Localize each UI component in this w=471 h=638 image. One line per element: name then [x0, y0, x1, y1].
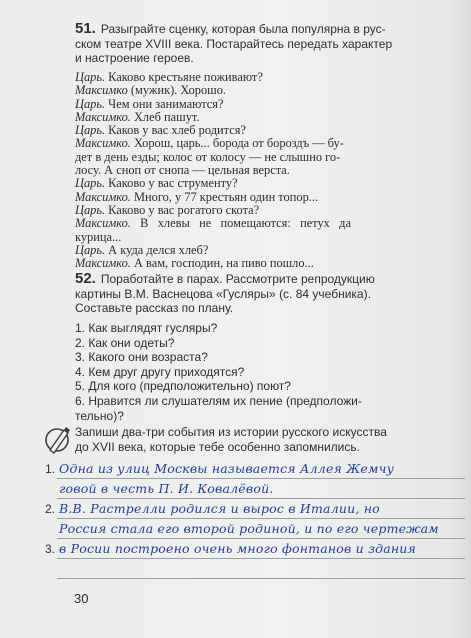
plan-item: 4. Кем друг другу приходятся? — [75, 364, 245, 379]
writing-line — [57, 518, 465, 519]
dialogue-line — [75, 204, 460, 217]
answer-row[interactable] — [45, 560, 465, 580]
exercise-51-line: Разыграйте сценку, которая была популярна в рус- — [100, 22, 386, 36]
speaker: Максимко. — [75, 109, 131, 124]
task-instructions — [75, 425, 460, 454]
speaker: Царь. — [75, 202, 106, 217]
exercise-52-line: картины В.М. Васнецова «Гусляры» (с. 84 учебника). — [75, 286, 371, 301]
dialogue-line — [75, 111, 460, 124]
dialogue-line — [75, 124, 460, 137]
exercise-52-number: 52. — [75, 270, 96, 287]
speech: Каково у вас струменту? — [105, 176, 238, 191]
speech: курица... — [75, 229, 122, 244]
handwritten-answer: говой в честь П. И. Ковалёвой. — [59, 481, 274, 496]
writing-line — [57, 478, 465, 479]
plan-list — [75, 321, 460, 423]
speech: Каково крестьяне поживают? — [105, 70, 263, 84]
exercise-51-line: ском театре XVIII века. Постарайтесь передать характер — [75, 36, 393, 51]
answer-row[interactable] — [45, 500, 465, 520]
exercise-51-number: 51. — [75, 20, 96, 37]
speech: А куда делся хлеб? — [105, 242, 209, 257]
answer-row[interactable] — [45, 480, 465, 500]
dialogue-line — [75, 231, 460, 244]
page-number: 30 — [74, 591, 89, 606]
plan-item: 1. Как выглядят гусляры? — [75, 321, 218, 335]
speech: А вам, господин, на пиво пошло... — [130, 256, 314, 271]
answer-number: 2. — [45, 502, 56, 516]
speaker: Максимко. — [75, 216, 131, 231]
speaker: Максимко. — [75, 136, 131, 151]
speaker: Царь. — [75, 242, 106, 257]
dialogue — [75, 71, 460, 270]
handwritten-answer: Одна из улиц Москвы называется Аллея Жемчу — [59, 461, 395, 476]
task-line: Запиши два-три события из истории русского искусства — [75, 425, 387, 439]
handwritten-answer: В.В. Растрелли родился и вырос в Италии, но — [59, 501, 380, 516]
exercise-51-instructions — [75, 22, 455, 66]
answer-row[interactable] — [45, 540, 465, 560]
speech: Чем они занимаются? — [105, 96, 224, 111]
writing-line — [57, 498, 465, 499]
speaker: Царь. — [75, 96, 106, 111]
plan-item: тельно)? — [75, 408, 124, 423]
dialogue-line — [75, 164, 460, 177]
answer-lines — [45, 460, 465, 580]
speech: (мужик). Хорошо. — [127, 83, 227, 98]
speaker: Царь. — [75, 70, 106, 84]
exercise-52-instructions — [75, 272, 455, 316]
speech: Хлеб пашут. — [130, 109, 200, 124]
answer-row[interactable] — [45, 460, 465, 480]
writing-line — [57, 538, 465, 539]
dialogue-line — [75, 191, 460, 204]
dialogue-line — [75, 244, 460, 257]
speaker: Максимко. — [75, 256, 131, 271]
exercise-52-line: Составьте рассказ по плану. — [75, 301, 234, 315]
speech: дет в день езды; колос от колосу — не слышно го- — [75, 149, 341, 164]
dialogue-line — [75, 151, 460, 164]
task-line: до XVII века, которые тебе особенно запомнились. — [75, 439, 360, 454]
speech: лосу. А сноп от снопа — цельная верста. — [75, 163, 290, 178]
handwritten-answer: Россия стала его второй родиной, и по его чертежам — [59, 521, 439, 536]
answer-row[interactable] — [45, 520, 465, 540]
speech: Каково у вас рогатого скота? — [105, 202, 260, 217]
exercise-52-line: Поработайте в парах. Рассмотрите репродукцию — [100, 272, 375, 286]
speaker: Максимко — [75, 83, 128, 98]
dialogue-line — [75, 71, 460, 84]
exercise-51-line: и настроение героев. — [75, 51, 194, 65]
answer-number: 3. — [45, 542, 56, 556]
speech: Хорош, царь... борода от бороздъ — бу- — [130, 136, 344, 151]
dialogue-line — [75, 217, 460, 230]
speech: В хлевы не помещаются: петух да — [130, 216, 351, 231]
speaker: Максимко. — [75, 189, 131, 204]
speaker: Царь. — [75, 176, 106, 191]
plan-item: 6. Нравится ли слушателям их пение (предположи- — [75, 393, 362, 408]
answer-number: 1. — [45, 462, 56, 476]
writing-line — [57, 578, 465, 579]
plan-item: 3. Какого они возраста? — [75, 350, 208, 365]
speech: Много, у 77 крестьян один топор... — [130, 189, 319, 204]
speech: Каков у вас хлеб родится? — [105, 123, 246, 138]
dialogue-line — [75, 84, 460, 97]
dialogue-line — [75, 98, 460, 111]
dialogue-line — [75, 177, 460, 190]
speaker: Царь. — [75, 123, 106, 138]
pencil-icon — [44, 424, 72, 454]
plan-item: 2. Как они одеты? — [75, 335, 175, 350]
plan-item: 5. Для кого (предположительно) поют? — [75, 379, 291, 394]
dialogue-line — [75, 137, 460, 150]
handwritten-answer: в Росии построено очень много фонтанов и здания — [59, 541, 417, 556]
dialogue-line — [75, 257, 460, 270]
writing-line — [57, 558, 465, 559]
